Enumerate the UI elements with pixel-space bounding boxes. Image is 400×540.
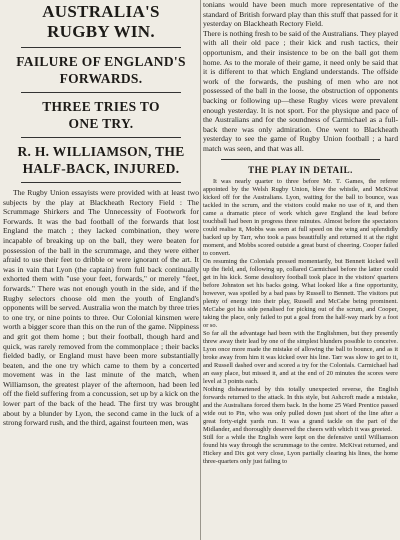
subheading-rule-2: [21, 137, 181, 138]
subheading-rule-1: [21, 92, 181, 93]
subheading-forwards-line-1: FAILURE OF ENGLAND'S: [16, 54, 186, 69]
left-column: [3, 0, 199, 428]
subheading-tries-line-2: ONE TRY.: [68, 116, 134, 131]
subheading-tries: [3, 98, 199, 132]
subheading-tries-line-1: THREE TRIES TO: [42, 99, 160, 114]
subheading-williamson-line-1: R. H. WILLIAMSON, THE: [17, 144, 185, 159]
subheading-rule-3: [21, 182, 181, 183]
headline: [3, 2, 199, 42]
column-divider: [200, 0, 201, 540]
subheading-forwards: [3, 53, 199, 87]
headline-line-1: AUSTRALIA'S: [42, 2, 160, 21]
headline-rule: [21, 47, 181, 48]
right-article-body: tonians would have been much more representative of the standard of British forward play than this stuff that passed for it yesterday on Blackheath Rectory Field. There is nothing fresh to be said of the Australians. They played with all their old pace ; their kick and rush tactics, their opportunism, and their insistence to be on the ball got them home. As to the morale of their game, it need only be said that it is different to that which England understands. The offside work of the forwards, the pushing of men who are not possessed of the ball in the loose, the obstruction of opponents backing or following up—these Rugby vices were prevalent enough yesterday. It is not sport. For the physique and pace of the Australians and for the soundness of Carmichael as a full-back there was only admiration. One went to Blackheath yesterday to see the game of Rugby Union football ; a hard match was seen, and that was all.: [203, 0, 398, 153]
section-rule: [221, 159, 380, 160]
subheading-forwards-line-2: FORWARDS.: [59, 71, 143, 86]
subheading-williamson: [3, 143, 199, 177]
left-article-body: The Rugby Union essayists were provided with at least two subjects by the play at Blackheath Rectory Field : The Scrummage Shirkers and The Unnecessity of Footwork for Forwards. It was the bad football of the forwards that lost England the match ; they lacked combination, they were incapable of breaking up on the ball, they were beaten for possession of the ball in the scrummage, and they were either afraid to use their feet to dribble or were ignorant of the art. It was in vain that Lyon (the captain) from full back continually exhorted them with "use your feet, forwards," or merely "feet, forwards." There was not enough youth in the side, and if the Rugby selectors choose old men the youth of England's opponents will be served. Australia won the match by three tries to one try, or nine points to three. Our Colonial kinsmen were worth a bigger score than this on the run of the game. Nippiness and grit got them home ; but their football, though hard and quick, was rarely removed from the commonplace ; their backs fielded badly, or England must have been more substantially beaten, and the one try which came to them by a concerted movement was in the last minute of the match, when Williamson, the greatest player of the afternoon, had been led off the field suffering from a concussion, set up by a kick on the lower part of the back of the head. The first try was brought about by a blunder by Lyon, the second came in the luck of a strong forward rush, and the third, against fourteen men, was: [3, 188, 199, 428]
section-heading: THE PLAY IN DETAIL.: [248, 164, 353, 175]
play-detail-body: It was nearly quarter to three before Mr. T. Games, the referee appointed by the Welsh Rugby Union, blew the whistle, and McKivat kicked off for the Australians. Lyon, waiting for the ball to bounce, was tackled in the scrum, and the visitors could make no use of it, and then came a dramatic piece of work which gave England the lead before touchball had been in progress three minutes. Almost before the spectators could realise it, Mobbs was seen at full speed on the wing and splendidly backed up by Tarr, who took a pass beautifully and returned it at the right moment, and Mobbs scored outside a great burst of cheering. Cooper failed to convert. On resuming the Colonials pressed momentarily, but Bennett kicked well up the field, and, following up, collared Carmichael before the latter could get in his kick. Some desultory football took place in the visitors' quarters before Johnston set his backs going. What looked like a fine opportunity, however, was spoiled by a bad pass by Russell to Bennett. The visitors put plenty of energy into their play, Russell and McCabe being prominent. McCabe got his side penalised for picking out of the scrum, and Cooper, taking the place, only failed to put a goal from the half-way mark by a foot or so. So far all the advantage had been with the Englishmen, but they presently threw away their lead by one of the simplest blunders possible to conceive. Lyon once more made the mistake of allowing the ball to bounce, and as it broke away from him it was kicked over his line. Tarr was slow to get to it, and Russell dashed over and scored a try for the Colonials. Carmichael had an easy place, but missed it, and at the end of 20 minutes the scores were level at 3 points each. Nothing disheartened by this totally unexpected reverse, the English forwards returned to the attack. In this style, but Ashcroft made a mistake, and the Australians forced them back. In the home 25 Ward Prentice passed wide out to Pin, who was only pulled down just short of the line after a great forty-eight yards run. It was a grand tackle on the part of the Midlander, and thoroughly deserved the cheers with which it was greeted. Still for a while the English were kept on the defensive until Williamson found his way through the scrummage to the centre. McKivat returned, and Hickey and Dix got very close, Lyon partially clearing his lines, the home three-quarters only just failing to: [203, 177, 398, 465]
headline-line-2: RUGBY WIN.: [47, 22, 155, 41]
subheading-williamson-line-2: HALF-BACK, INJURED.: [22, 161, 180, 176]
right-column: [203, 0, 398, 466]
